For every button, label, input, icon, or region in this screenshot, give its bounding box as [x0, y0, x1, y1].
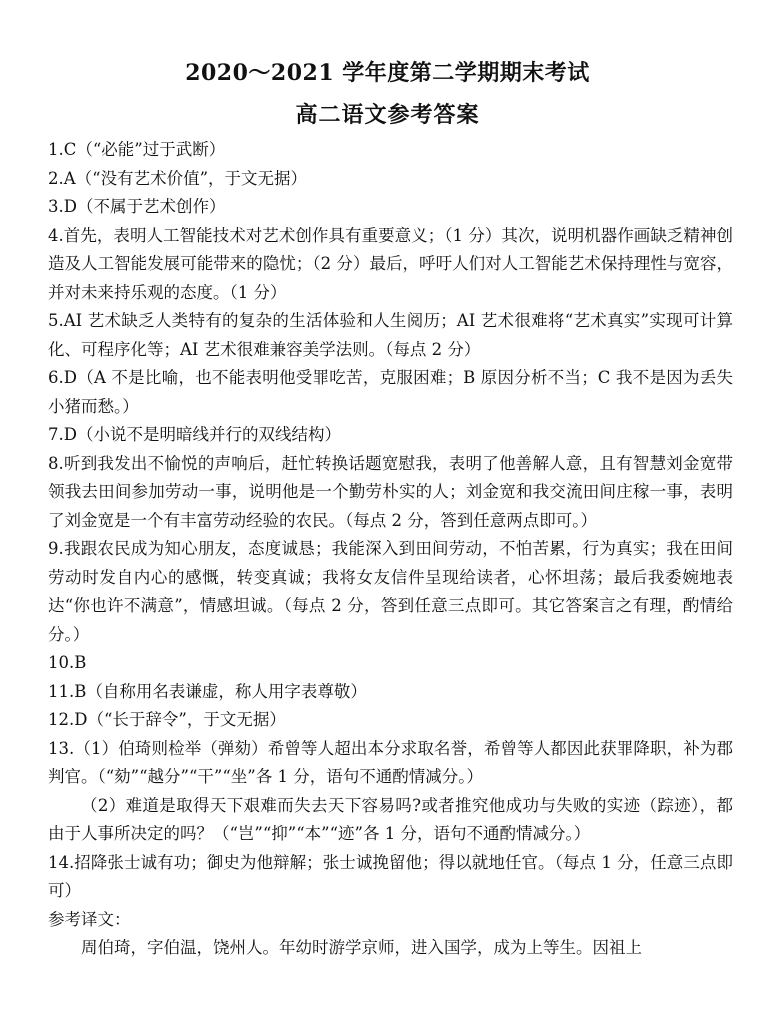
answer-content — [48, 136, 733, 963]
answer-11: 11.B（自称用名表谦虚，称人用字表尊敬） — [48, 681, 367, 701]
answer-3: 3.D（不属于艺术创作） — [48, 197, 226, 216]
exam-title: 2020～2021 学年度第二学期期末考试 — [185, 60, 590, 86]
reference-translation-text: 周伯琦，字伯温，饶州人。年幼时游学京师，进入国学，成为上等生。因祖上 — [81, 938, 642, 957]
answer-13-part-1: 13.（1）伯琦则检举（弹劾）希曾等人超出本分求取名誉，希曾等人都因此获罪降职，补为郡判官。（“劾”“越分”“干”“坐”各 1 分，语句不通酌情减分。） — [48, 738, 733, 786]
answer-5: 5.AI 艺术缺乏人类特有的复杂的生活体验和人生阅历；AI 艺术很难将“艺术真实”实现可计算化、可程序化等；AI 艺术很难兼容美学法则。（每点 2 分） — [48, 311, 733, 359]
answer-1: 1.C（“必能”过于武断） — [48, 140, 226, 159]
reference-translation-label: 参考译文： — [48, 909, 131, 929]
answer-12: 12.D（“长于辞令”，于文无据） — [48, 710, 286, 729]
answer-4: 4.首先，表明人工智能技术对艺术创作具有重要意义；（1 分）其次，说明机器作画缺乏精神创造及人工智能发展可能带来的隐忧；（2 分）最后，呼吁人们对人工智能艺术保持理性与宽容，并对未来持乐观的态度。（1 分） — [48, 225, 733, 302]
answer-6: 6.D（A 不是比喻，也不能表明他受罪吃苦，克服困难；B 原因分析不当；C 我不是因为丢失小猪而愁。） — [48, 368, 733, 416]
answer-2: 2.A（“没有艺术价值”，于文无据） — [48, 168, 308, 188]
answer-13-part-2: （2）难道是取得天下艰难而失去天下容易吗?或者推究他成功与失败的实迹（踪迹），都由于人事所决定的吗？（“岂”“抑”“本”“迹”各 1 分，语句不通酌情减分。） — [48, 795, 733, 843]
answer-8: 8.听到我发出不愉悦的声响后，赶忙转换话题宽慰我，表明了他善解人意，且有智慧刘金宽带领我去田间参加劳动一事，说明他是一个勤劳朴实的人；刘金宽和我交流田间庄稼一事，表明了刘金宽是一个有丰富劳动经验的农民。（每点 2 分，答到任意两点即可。） — [48, 453, 733, 530]
answer-key-title: 高二语文参考答案 — [295, 102, 480, 128]
answer-10: 10.B — [48, 653, 87, 672]
answer-9: 9.我跟农民成为知心朋友，态度诚恳；我能深入到田间劳动，不怕苦累，行为真实；我在田间劳动时发自内心的感慨，转变真诚；我将女友信件呈现给读者，心怀坦荡；最后我委婉地表达“你也许不满意”，情感坦诚。（每点 2 分，答到任意三点即可。其它答案言之有理，酌情给分。） — [48, 539, 733, 644]
answer-14: 14.招降张士诚有功；御史为他辩解；张士诚挽留他；得以就地任官。（每点 1 分，任意三点即可） — [48, 852, 733, 900]
answer-7: 7.D（小说不是明暗线并行的双线结构） — [48, 425, 341, 444]
